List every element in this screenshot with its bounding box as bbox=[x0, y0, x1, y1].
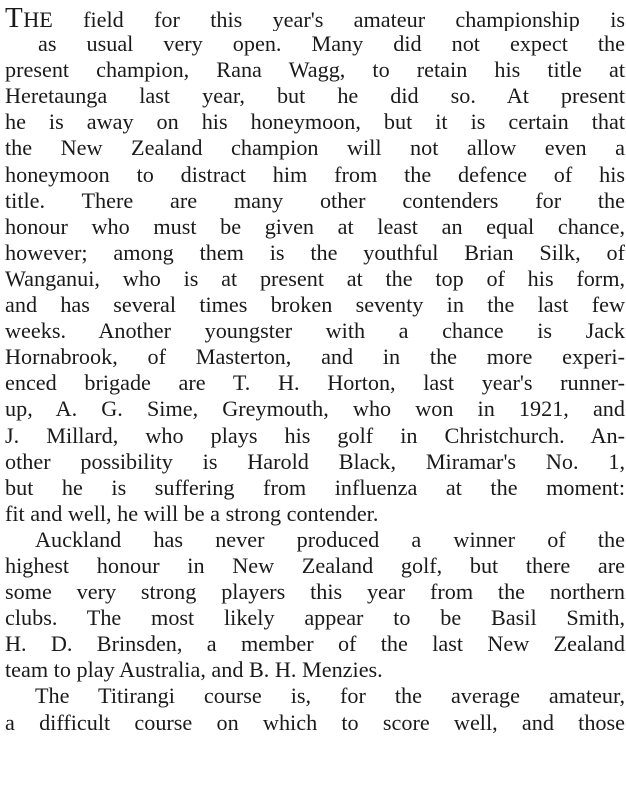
text-line bbox=[5, 396, 625, 422]
text-line bbox=[5, 449, 625, 475]
text-line-content: the New Zealand champion will not allow even a bbox=[5, 135, 625, 161]
text-line bbox=[5, 135, 625, 161]
text-line bbox=[5, 109, 625, 135]
article-paragraph bbox=[5, 683, 625, 735]
text-line-content: he is away on his honeymoon, but it is certain that bbox=[5, 109, 625, 135]
text-line-content: enced brigade are T. H. Horton, last year's runner- bbox=[5, 370, 625, 396]
text-line-content: other possibility is Harold Black, Miramar's No. 1, bbox=[5, 448, 625, 474]
article-paragraph bbox=[5, 527, 625, 684]
text-line bbox=[5, 423, 625, 449]
text-line-content: honeymoon to distract him from the defence of his bbox=[5, 161, 625, 187]
text-line bbox=[5, 188, 625, 214]
text-line bbox=[5, 31, 625, 57]
text-line bbox=[5, 344, 625, 370]
text-line-content: honour who must be given at least an equal chance, bbox=[5, 213, 625, 239]
text-line-content: HE field for this year's amateur championship is bbox=[23, 7, 625, 32]
text-line-content: weeks. Another youngster with a chance is Jack bbox=[5, 318, 625, 344]
text-line bbox=[5, 266, 625, 292]
text-line bbox=[5, 579, 625, 605]
text-line bbox=[5, 318, 625, 344]
text-line bbox=[5, 57, 625, 83]
text-line bbox=[5, 240, 625, 266]
drop-cap-letter: T bbox=[5, 5, 24, 32]
text-line-content: highest honour in New Zealand golf, but there are bbox=[5, 552, 625, 578]
text-line-content: a difficult course on which to score well, and those bbox=[5, 709, 625, 735]
text-line-content: Wanganui, who is at present at the top of his form, bbox=[5, 265, 625, 291]
text-line-content: Hornabrook, of Masterton, and in the more experi- bbox=[5, 344, 625, 370]
text-line bbox=[5, 683, 625, 709]
text-line bbox=[5, 631, 625, 657]
text-line bbox=[5, 292, 625, 318]
text-line-content: fit and well, he will be a strong contender. bbox=[5, 500, 379, 526]
text-line bbox=[5, 657, 625, 683]
text-line-content: J. Millard, who plays his golf in Christchurch. An- bbox=[5, 422, 625, 448]
text-line-content: as usual very open. Many did not expect the bbox=[38, 31, 625, 57]
text-line bbox=[5, 527, 625, 553]
text-line-content: H. D. Brinsden, a member of the last New Zealand bbox=[5, 631, 625, 657]
text-line-content: and has several times broken seventy in the last few bbox=[5, 292, 625, 318]
text-line bbox=[5, 214, 625, 240]
text-line bbox=[5, 162, 625, 188]
article-text-column bbox=[5, 5, 625, 736]
text-line-content: clubs. The most likely appear to be Basil Smith, bbox=[5, 605, 625, 631]
text-line-content: team to play Australia, and B. H. Menzies. bbox=[5, 657, 383, 683]
text-line bbox=[5, 5, 625, 31]
text-line bbox=[5, 83, 625, 109]
text-line bbox=[5, 501, 625, 527]
text-line-content: but he is suffering from influenza at the moment: bbox=[5, 474, 625, 500]
text-line-content: up, A. G. Sime, Greymouth, who won in 1921, and bbox=[5, 396, 625, 422]
text-line-content: present champion, Rana Wagg, to retain his title at bbox=[5, 57, 625, 83]
text-line-content: title. There are many other contenders for the bbox=[5, 187, 625, 213]
text-line bbox=[5, 553, 625, 579]
text-line bbox=[5, 370, 625, 396]
text-line-content: Auckland has never produced a winner of the bbox=[35, 526, 625, 552]
text-line bbox=[5, 605, 625, 631]
text-line-content: some very strong players this year from the northern bbox=[5, 579, 625, 605]
text-line-content: however; among them is the youthful Brian Silk, of bbox=[5, 239, 625, 265]
text-line bbox=[5, 475, 625, 501]
text-line-content: The Titirangi course is, for the average amateur, bbox=[35, 683, 625, 709]
article-paragraph bbox=[5, 5, 625, 527]
text-line-content: Heretaunga last year, but he did so. At present bbox=[5, 83, 625, 109]
text-line bbox=[5, 710, 625, 736]
